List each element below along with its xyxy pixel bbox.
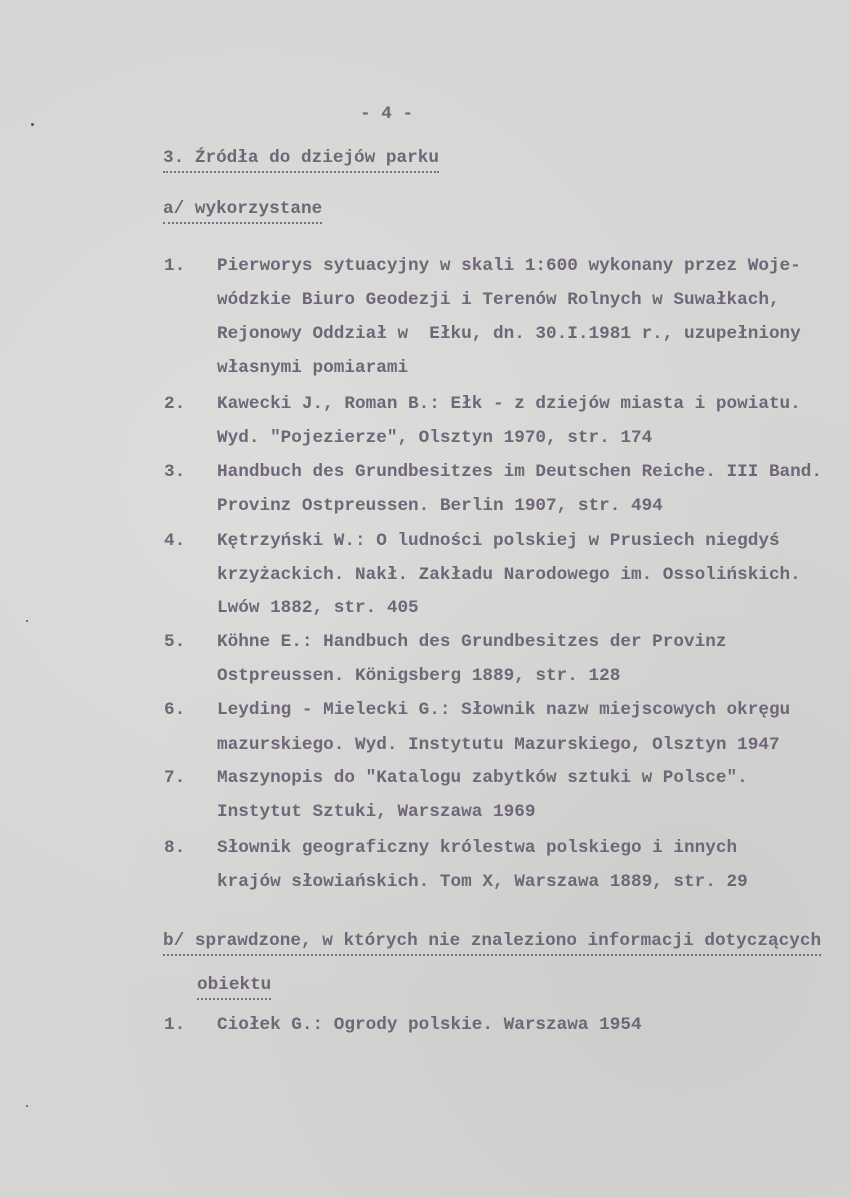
list-item-number: 5. (164, 632, 186, 652)
list-item-number: 2. (164, 394, 186, 414)
list-item-line: Wyd. "Pojezierze", Olsztyn 1970, str. 174 (217, 428, 653, 448)
page-number: - 4 - (360, 104, 414, 124)
subsection-b-heading-continued: obiektu (197, 975, 271, 1000)
list-item-line: Handbuch des Grundbesitzes im Deutschen Reiche. III Band. (217, 462, 823, 482)
list-item-line: krzyżackich. Nakł. Zakładu Narodowego im. Ossolińskich. (217, 565, 801, 585)
list-item-line: własnymi pomiarami (217, 358, 409, 378)
list-item-line: Köhne E.: Handbuch des Grundbesitzes der Provinz (217, 632, 727, 652)
subsection-a-heading: a/ wykorzystane (163, 199, 322, 224)
list-item-number: 1. (164, 256, 186, 276)
list-item-number: 3. (164, 462, 186, 482)
list-item-line: Maszynopis do "Katalogu zabytków sztuki w Polsce". (217, 768, 748, 788)
list-item-line: Leyding - Mielecki G.: Słownik nazw miejscowych okręgu (217, 700, 791, 720)
list-item-line: Kętrzyński W.: O ludności polskiej w Prusiech niegdyś (217, 531, 780, 551)
list-item-line: Lwów 1882, str. 405 (217, 598, 419, 618)
list-item-line: Instytut Sztuki, Warszawa 1969 (217, 802, 536, 822)
list-item-line: mazurskiego. Wyd. Instytutu Mazurskiego, Olsztyn 1947 (217, 735, 780, 755)
list-item-line: Ciołek G.: Ogrody polskie. Warszawa 1954 (217, 1015, 642, 1035)
scan-speck (26, 620, 28, 622)
scan-speck (31, 123, 34, 126)
list-item-line: Ostpreussen. Königsberg 1889, str. 128 (217, 666, 621, 686)
list-item-line: Provinz Ostpreussen. Berlin 1907, str. 494 (217, 496, 663, 516)
list-item-number: 7. (164, 768, 186, 788)
list-item-line: Rejonowy Oddział w Ełku, dn. 30.I.1981 r., uzupełniony (217, 324, 801, 344)
scan-speck (26, 1105, 28, 1107)
list-item-line: Pierworys sytuacyjny w skali 1:600 wykonany przez Woje- (217, 256, 801, 276)
list-item-number: 8. (164, 838, 186, 858)
list-item-number: 1. (164, 1015, 186, 1035)
list-item-line: wódzkie Biuro Geodezji i Terenów Rolnych w Suwałkach, (217, 290, 780, 310)
list-item-line: Kawecki J., Roman B.: Ełk - z dziejów miasta i powiatu. (217, 394, 801, 414)
section-heading: 3. Źródła do dziejów parku (163, 148, 439, 173)
list-item-line: Słownik geograficzny królestwa polskiego i innych (217, 838, 738, 858)
list-item-number: 6. (164, 700, 186, 720)
list-item-line: krajów słowiańskich. Tom X, Warszawa 1889, str. 29 (217, 872, 748, 892)
list-item-number: 4. (164, 531, 186, 551)
subsection-b-heading: b/ sprawdzone, w których nie znaleziono informacji dotyczących (163, 931, 821, 956)
